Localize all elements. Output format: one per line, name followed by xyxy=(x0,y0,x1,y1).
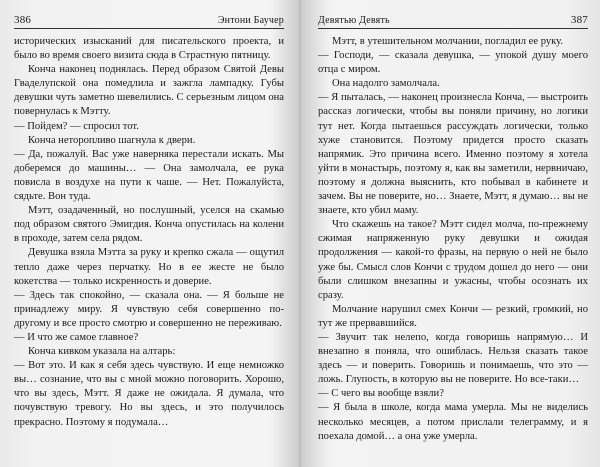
paragraph: — И что же самое главное? xyxy=(14,331,139,343)
paragraph: исторических изысканий для писательского проекта, и было во время своего визита сюда в Страстную пятницу. xyxy=(14,36,284,62)
paragraph: — Звучит так нелепо, когда говоришь напрямую… И внезапно я поняла, что ошиблась. Нельзя сказать такое здесь — и поверить. Говоришь и понимаешь, что это — ложь. Глупость, в которую вы не поверите. Но все-таки… xyxy=(318,331,588,386)
left-page-number: 386 xyxy=(14,14,32,26)
left-page-body xyxy=(14,35,284,430)
paragraph: — Пойдем? — спросил тот. xyxy=(14,120,139,132)
paragraph: — С чего вы вообще взяли? xyxy=(318,388,444,400)
paragraph: Мэтт, озадаченный, но послушный, уселся на скамью под образом святого Эмигдия. Конча опустилась на колени в проходе, затем села рядом. xyxy=(14,205,284,245)
right-page-header xyxy=(318,14,588,29)
paragraph: — Да, пожалуй. Вас уже наверняка перестали искать. Мы доберемся до машины… — Она замолчала, ее рука повисла в воздухе на пути к чаше. — Нет. Пожалуйста, сядьте. Вон туда. xyxy=(14,148,284,203)
paragraph: Молчание нарушил смех Кончи — резкий, громкий, но тут же прервавшийся. xyxy=(318,303,588,329)
paragraph: — Я была в школе, когда мама умерла. Мы не виделись несколько месяцев, а потом прислали телеграмму, и я поехала домой… а она уже умерла. xyxy=(318,402,588,442)
paragraph: — Господи, — сказала девушка, — упокой душу моего отца с миром. xyxy=(318,50,588,76)
right-page-number: 387 xyxy=(570,14,588,26)
paragraph: Девушка взяла Мэтта за руку и крепко сжала — ощутил тепло даже через перчатку. Но в ее жесте не было кокетства — только искренность и доверие. xyxy=(14,247,284,287)
right-page-body xyxy=(318,35,588,444)
right-running-head: Девятью Девять xyxy=(318,15,390,26)
paragraph: — Здесь так спокойно, — сказала она. — Я больше не принадлежу миру. Я чувствую себя совершенно по-другому и все просто смотрю и совершенно не переживаю. xyxy=(14,289,284,329)
paragraph: — Я пыталась, — наконец произнесла Конча, — выстроить рассказ логически, чтобы вы поняли причину, но логики тут нет. Когда пытаешься рассуждать логически, только хуже становится. Поэтому придется просто сказать напрямик. Это причина всего. Именно поэтому я хотела уйти в монастырь, поэтому я, как вы заметили, нервничаю, поэтому я должна выяснить, кто побывал в кабинете и зачем. Вы не поверите, но… Знаете, Мэтт, я думаю… вы не знаете, кто убил маму. xyxy=(318,92,588,217)
left-running-head: Энтони Баучер xyxy=(217,15,284,26)
right-page xyxy=(300,0,600,467)
paragraph: Что скажешь на такое? Мэтт сидел молча, по-прежнему сжимая напряженную руку девушки и ожидая продолжения — какой-то фразы, на первую о ней не было уже бы. Смысл слов Кончи с трудом дошел до него — они были слишком внезапны и ужасны, чтобы осознать их сразу. xyxy=(318,219,588,301)
paragraph: — Вот это. И как я себя здесь чувствую. И еще немножко вы… сознание, что вы с мной можно поговорить. Хорошо, что вы здесь, Мэтт. Я даже не ожидала. Я думала, что почувствую тревогу. Но вы здесь, и это получилось прекрасно. Поэтому я подумала… xyxy=(14,360,284,428)
paragraph: Она надолго замолчала. xyxy=(332,78,440,90)
paragraph: Конча неторопливо шагнула к двери. xyxy=(28,134,196,146)
paragraph: Мэтт, в утешительном молчании, погладил ее руку. xyxy=(332,36,564,47)
paragraph: Конча кивком указала на алтарь: xyxy=(28,346,176,358)
paragraph: Конча наконец поднялась. Перед образом Святой Девы Гваделупской она помедлила и зажгла лампадку. Губы девушки чуть заметно шевелились. С серьезным лицом она повернулась к Мэтту. xyxy=(14,64,284,118)
left-page-header xyxy=(14,14,284,29)
